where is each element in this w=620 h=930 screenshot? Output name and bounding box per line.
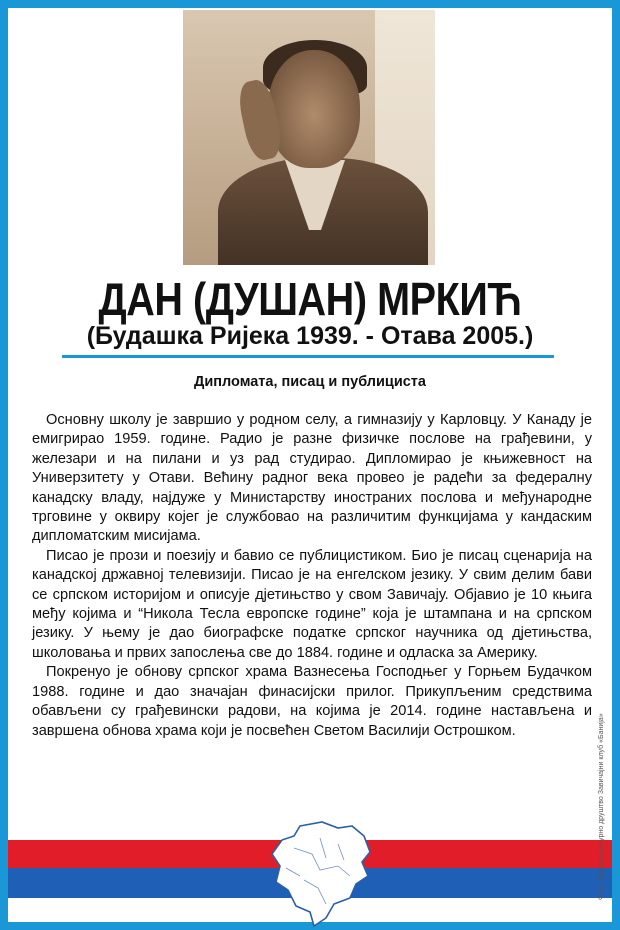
biography-paragraph: Покренуо је обнову српског храма Вазнесења Господњег у Горњем Будачком 1988. године и дао значајан финасијски прилог. Прикупљеним средствима обављени су грађевински радови, на којима је 2014. године настављена и завршена обнова храма који је посвећен Светом Василији Острошком. (32, 664, 592, 739)
biography-text (32, 411, 592, 741)
biography-paragraph: Основну школу је завршио у родном селу, а гимназију у Карловцу. У Канаду је емигрирао 1959. године. Радио је разне физичке послове на грађевини, у железари и на пилани и уз рад студирао. Дипломирао је књижевност на Универзитету у Отави. Већину радног века провео је радећи за федералну канадску владу, најдуже у Министарству иностраних послова и међународне трговине у оквиру којег је службовао на различитим функцијама у кандаским дипломатским мисијама. (32, 412, 592, 545)
photo-credit: Фото: Српско културно друштво Завичајни клуб «Банија» (598, 713, 605, 900)
biography-paragraph: Писао је прози и поезију и бавио се публицистиком. Био је писац сценарија на канадској државној телевизији. Писао је на енгелском језику. У свим делим бави се српском историјом и описује дјетињство у свом Завичају. Објавио је 10 књига међу којима и “Никола Тесла европске године” која је штампана и на српском језику. У њему је дао биографске податке српског научника од дјетињства, школовања и првих запослења све до 1884. године и одласка за Америку. (32, 547, 592, 661)
portrait-photo (183, 10, 435, 265)
title-underline (62, 355, 554, 358)
person-name: ДАН (ДУШАН) МРКИЋ (98, 273, 522, 325)
person-role: Дипломата, писац и публициста (194, 374, 426, 390)
region-map-icon (260, 818, 390, 930)
life-dates: (Будашка Ријека 1939. - Отава 2005.) (86, 322, 534, 350)
